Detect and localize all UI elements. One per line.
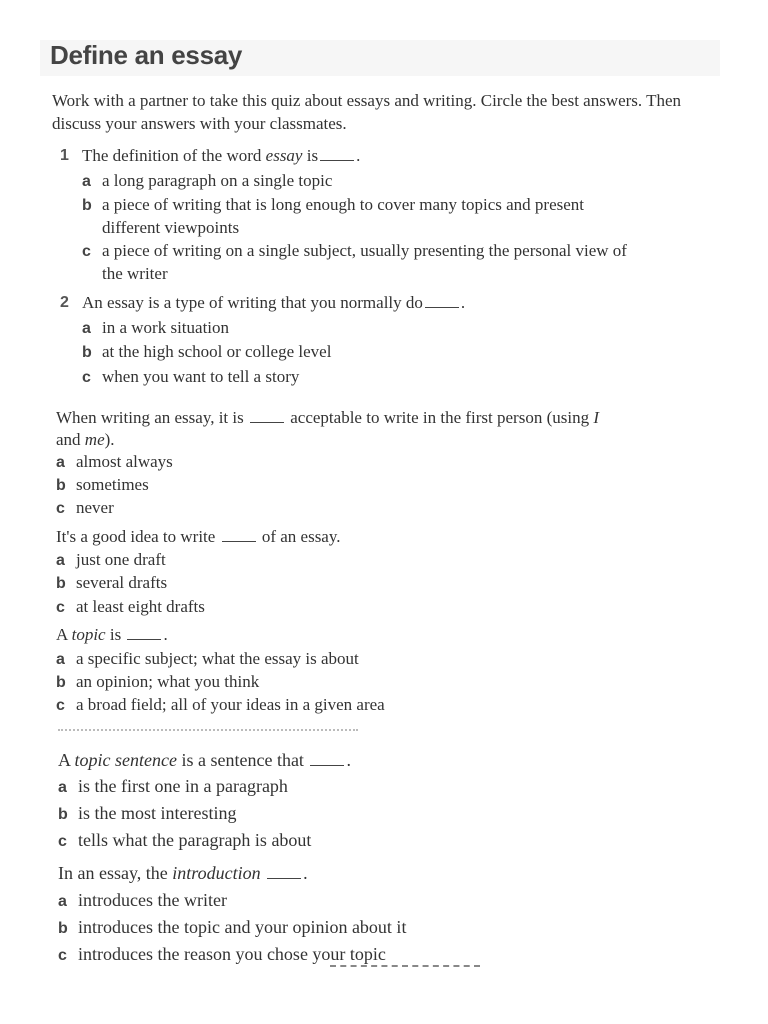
answer-option[interactable]: c a broad field; all of your ideas in a given area [56, 695, 385, 714]
question-stem: A topic sentence is a sentence that . [58, 750, 351, 770]
question-stem: In an essay, the introduction . [58, 863, 308, 883]
answer-option[interactable]: a introduces the writer [58, 890, 227, 910]
answer-option[interactable]: c at least eight drafts [56, 597, 205, 616]
answer-option[interactable]: b introduces the topic and your opinion about it [58, 917, 407, 937]
answer-option[interactable]: c tells what the paragraph is about [58, 830, 312, 850]
answer-option[interactable]: c when you want to tell a story [82, 367, 300, 386]
question-number: 1 [60, 147, 69, 164]
answer-option[interactable]: a in a work situation [82, 318, 230, 337]
answer-option[interactable]: b at the high school or college level [82, 342, 332, 361]
cut-line [330, 965, 480, 973]
page-title: Define an essay [50, 40, 243, 70]
answer-option[interactable]: a a specific subject; what the essay is about [56, 649, 359, 668]
question-stem: The definition of the word essay is . [82, 146, 361, 165]
answer-option[interactable]: b sometimes [56, 475, 149, 494]
answer-option[interactable]: a is the first one in a paragraph [58, 776, 288, 796]
answer-option[interactable]: b a piece of writing that is long enough to cover many topics and present different viewpoints [82, 195, 585, 237]
instructions-text: Work with a partner to take this quiz about essays and writing. Circle the best answers. Then discuss your answers with your classmates. [52, 91, 682, 133]
question-stem: It's a good idea to write of an essay. [56, 527, 341, 546]
question-stem: A topic is . [56, 625, 168, 644]
question-number: 2 [60, 294, 69, 311]
answer-option[interactable]: c never [56, 498, 114, 517]
answer-option[interactable]: c a piece of writing on a single subject, usually presenting the personal view of the writer [82, 241, 627, 283]
answer-option[interactable]: a a long paragraph on a single topic [82, 171, 333, 190]
answer-option[interactable]: b an opinion; what you think [56, 672, 260, 691]
answer-option[interactable]: c introduces the reason you chose your topic [58, 944, 386, 964]
cut-line [58, 729, 358, 733]
answer-option[interactable]: a just one draft [56, 550, 166, 569]
question-stem: When writing an essay, it is acceptable to write in the first person (using I and me). [56, 408, 599, 449]
answer-option[interactable]: b is the most interesting [58, 803, 237, 823]
question-stem: An essay is a type of writing that you normally do . [82, 293, 466, 312]
answer-option[interactable]: b several drafts [56, 573, 168, 592]
answer-option[interactable]: a almost always [56, 452, 173, 471]
